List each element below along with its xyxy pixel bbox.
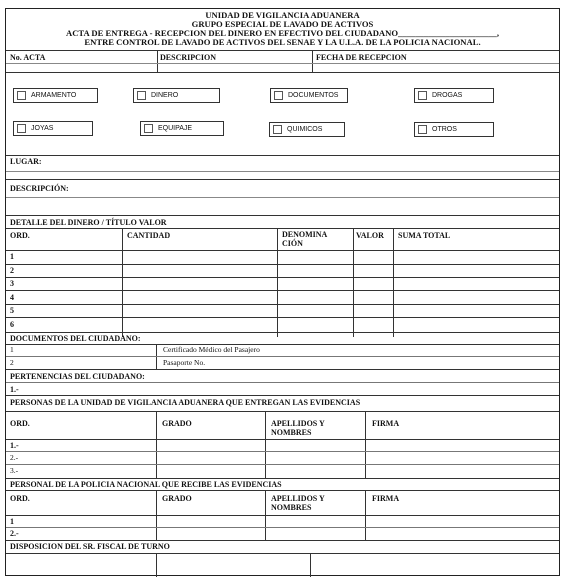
- dinero-row-ord: 2: [10, 266, 14, 275]
- policia-row-ord: 1: [10, 517, 14, 526]
- uva-row-ord: 3.-: [10, 466, 19, 475]
- dinero-col-cantidad: CANTIDAD: [127, 231, 171, 240]
- dinero-col-ord: ORD.: [10, 231, 30, 240]
- checkbox-quimicos-label: QUIMICOS: [287, 126, 323, 133]
- header-line-2: GRUPO ESPECIAL DE LAVADO DE ACTIVOS: [191, 19, 374, 29]
- uva-section-title: PERSONAS DE LA UNIDAD DE VIGILANCIA ADUANERA QUE ENTREGAN LAS EVIDENCIAS: [10, 398, 361, 407]
- dinero-row-ord: 1: [10, 252, 14, 261]
- description-header-label: DESCRIPCION: [160, 53, 217, 62]
- checkbox-armamento-label: ARMAMENTO: [31, 92, 77, 99]
- documentos-row-text: Pasaporte No.: [163, 358, 206, 367]
- uva-row-ord: 2.-: [10, 453, 19, 462]
- dinero-col-valor: VALOR: [356, 231, 384, 240]
- documentos-row-text: Certificado Médico del Pasajero: [163, 345, 260, 354]
- pertenencias-section-title: PERTENENCIAS DEL CIUDADANO:: [10, 372, 145, 381]
- uva-col-ord: ORD.: [10, 419, 30, 428]
- uva-row-ord: 1.-: [10, 441, 19, 450]
- dinero-section-title: DETALLE DEL DINERO / TÍTULO VALOR: [10, 218, 167, 227]
- dinero-col-denominacion-2: CIÓN: [282, 239, 303, 248]
- dinero-row-ord: 6: [10, 320, 14, 329]
- policia-col-apellidos-2: NOMBRES: [271, 503, 312, 512]
- documentos-section-title: DOCUMENTOS DEL CIUDADANO:: [10, 334, 141, 343]
- header-line-4: ENTRE CONTROL DE LAVADO DE ACTIVOS DEL SENAE Y LA U.L.A. DE LA POLICIA NACIONAL.: [84, 37, 481, 47]
- documentos-row-number: 2: [10, 358, 14, 367]
- pertenencias-row: 1.-: [10, 385, 19, 394]
- checkbox-armamento[interactable]: [13, 88, 98, 103]
- policia-col-ord: ORD.: [10, 494, 30, 503]
- fiscal-section-title: DISPOSICION DEL SR. FISCAL DE TURNO: [10, 542, 170, 551]
- dinero-row-ord: 5: [10, 306, 14, 315]
- dinero-col-suma-total: SUMA TOTAL: [398, 231, 451, 240]
- checkbox-dinero[interactable]: [133, 88, 220, 103]
- checkbox-joyas-box[interactable]: [17, 124, 26, 133]
- checkbox-documentos-label: DOCUMENTOS: [288, 92, 339, 99]
- checkbox-joyas-label: JOYAS: [31, 125, 54, 132]
- checkbox-otros[interactable]: [414, 122, 494, 137]
- policia-col-grado: GRADO: [162, 494, 192, 503]
- checkbox-quimicos-box[interactable]: [273, 125, 282, 134]
- checkbox-quimicos[interactable]: [269, 122, 345, 137]
- documentos-row-number: 1: [10, 345, 14, 354]
- checkbox-joyas[interactable]: [13, 121, 93, 136]
- policia-col-apellidos-1: APELLIDOS Y: [271, 494, 325, 503]
- uva-col-grado: GRADO: [162, 419, 192, 428]
- checkbox-otros-box[interactable]: [418, 125, 427, 134]
- checkbox-documentos[interactable]: [270, 88, 348, 103]
- checkbox-drogas-box[interactable]: [418, 91, 427, 100]
- descripcion-label: DESCRIPCIÓN:: [10, 184, 69, 193]
- checkbox-documentos-box[interactable]: [274, 91, 283, 100]
- dinero-row-ord: 3: [10, 279, 14, 288]
- checkbox-equipaje-label: EQUIPAJE: [158, 125, 193, 132]
- acta-form: [5, 8, 560, 576]
- acta-number-label: No. ACTA: [10, 53, 46, 62]
- header-line-3: ACTA DE ENTREGA - RECEPCION DEL DINERO EN EFECTIVO DEL CIUDADANO_______________________,: [66, 28, 499, 38]
- uva-col-apellidos-2: NOMBRES: [271, 428, 312, 437]
- uva-col-apellidos-1: APELLIDOS Y: [271, 419, 325, 428]
- checkbox-equipaje[interactable]: [140, 121, 224, 136]
- checkbox-armamento-box[interactable]: [17, 91, 26, 100]
- form-header: [6, 9, 559, 47]
- dinero-row-ord: 4: [10, 293, 14, 302]
- policia-section-title: PERSONAL DE LA POLICIA NACIONAL QUE RECIBE LAS EVIDENCIAS: [10, 480, 282, 489]
- dinero-col-denominacion-1: DENOMINA: [282, 230, 328, 239]
- policia-row-ord: 2.-: [10, 529, 19, 538]
- checkbox-dinero-box[interactable]: [137, 91, 146, 100]
- checkbox-otros-label: OTROS: [432, 126, 457, 133]
- checkbox-dinero-label: DINERO: [151, 92, 179, 99]
- checkbox-drogas-label: DROGAS: [432, 92, 463, 99]
- checkbox-equipaje-box[interactable]: [144, 124, 153, 133]
- lugar-label: LUGAR:: [10, 157, 42, 166]
- reception-date-label: FECHA DE RECEPCION: [316, 53, 407, 62]
- uva-col-firma: FIRMA: [372, 419, 400, 428]
- policia-col-firma: FIRMA: [372, 494, 400, 503]
- checkbox-drogas[interactable]: [414, 88, 494, 103]
- header-line-1: UNIDAD DE VIGILANCIA ADUANERA: [205, 10, 360, 20]
